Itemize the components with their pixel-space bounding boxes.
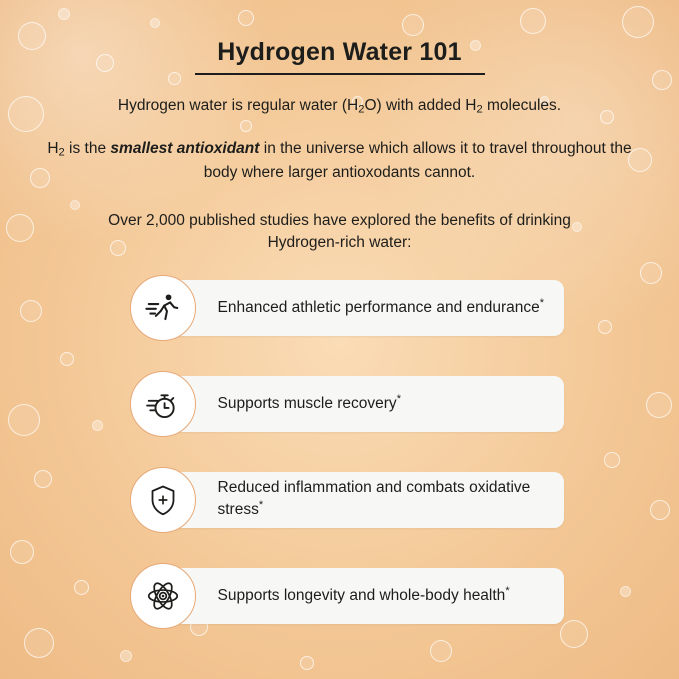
page-title: Hydrogen Water 101 (217, 38, 462, 66)
intro-p2-sub: 2 (58, 146, 65, 159)
intro-p1-part-c: molecules. (482, 97, 562, 114)
benefit-label-3: Reduced inflammation and combats oxidative stress (217, 478, 531, 519)
title-underline (195, 73, 485, 75)
intro-p1-part-a: Hydrogen water is regular water (H (117, 97, 359, 114)
benefit-item-reduced-inflammation (130, 468, 550, 532)
intro-paragraph-3: Over 2,000 published studies have explored the benefits of drinking Hydrogen-rich water: (108, 211, 571, 251)
benefit-footnote-2: * (396, 393, 401, 406)
benefit-text-4 (218, 584, 510, 607)
intro-p1-part-b: O) with added H (364, 97, 477, 114)
benefit-footnote-3: * (258, 499, 264, 512)
benefit-label-4: Supports longevity and whole-body health (217, 587, 506, 605)
intro-p2-part-c: in the universe which allows it to travel throughout the body where larger antioxodants cannot. (203, 140, 632, 181)
benefits-list (130, 276, 550, 628)
benefit-text-1 (218, 296, 545, 319)
shield-plus-icon (130, 467, 196, 533)
intro-paragraph-1 (40, 95, 639, 118)
benefit-item-longevity (130, 564, 550, 628)
stopwatch-icon (130, 371, 196, 437)
benefit-label-1: Enhanced athletic performance and endurance (217, 299, 540, 317)
intro-p1-sub-2: 2 (476, 103, 483, 116)
benefit-footnote-1: * (539, 297, 545, 310)
intro-p2-part-a: H (47, 140, 59, 158)
benefit-footnote-4: * (505, 585, 510, 598)
benefit-item-muscle-recovery (130, 372, 550, 436)
intro-p2-emphasis: smallest antioxidant (110, 140, 260, 158)
atom-icon (130, 563, 196, 629)
intro-paragraph-2 (40, 138, 639, 183)
intro-p2-part-b: is the (64, 140, 111, 158)
benefit-text-2 (218, 392, 401, 415)
benefit-label-2: Supports muscle recovery (217, 395, 397, 413)
benefit-item-athletic-performance (130, 276, 550, 340)
page-title-block (40, 38, 639, 75)
running-person-icon (130, 275, 196, 341)
benefit-text-3 (218, 478, 548, 522)
intro-p1-sub-1: 2 (358, 103, 365, 116)
